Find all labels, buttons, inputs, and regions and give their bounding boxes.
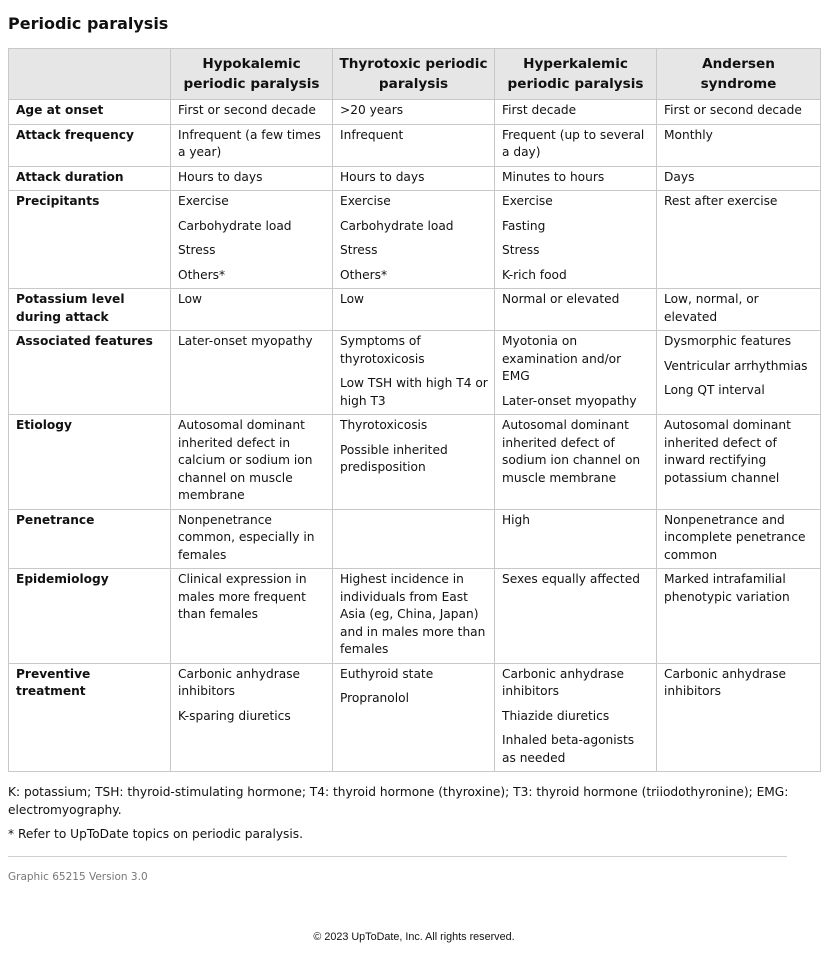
table-cell [171, 415, 333, 510]
table-cell [657, 191, 821, 289]
cell-text: Low [340, 292, 364, 306]
cell-text: Exercise [502, 194, 553, 208]
table-cell [171, 191, 333, 289]
table-cell [171, 331, 333, 415]
table-cell [495, 663, 657, 772]
table-cell [657, 166, 821, 191]
column-header [9, 49, 171, 100]
cell-text: Autosomal dominant inherited defect of sodium ion channel on muscle membrane [502, 418, 641, 485]
table-cell [495, 124, 657, 166]
cell-text: Monthly [664, 127, 713, 142]
table-cell [657, 569, 821, 664]
cell-text: Rest after exercise [664, 194, 778, 208]
cell-text: Others* [340, 267, 388, 282]
cell-text: Highest incidence in individuals from East Asia (eg, China, Japan) and in males more than females [340, 572, 486, 656]
cell-text: Dysmorphic features [664, 334, 792, 348]
table-row [9, 100, 821, 125]
cell-text: First decade [502, 103, 577, 117]
column-header: Thyrotoxic periodic paralysis [333, 49, 495, 100]
table-cell [171, 100, 333, 125]
cell-text: Carbonic anhydrase inhibitors [178, 666, 301, 698]
cell-text: K-sparing diuretics [178, 708, 291, 723]
table-cell [333, 191, 495, 289]
table-cell [171, 124, 333, 166]
cell-text: Low [178, 292, 202, 306]
cell-text: Low, normal, or elevated [664, 292, 759, 324]
table-row [9, 663, 821, 772]
table-cell [171, 509, 333, 569]
table-cell [171, 166, 333, 191]
cell-text: First or second decade [178, 103, 316, 117]
cell-text: Carbohydrate load [178, 218, 292, 233]
copyright: © 2023 UpToDate, Inc. All rights reserved. [313, 931, 515, 943]
row-label: Age at onset [9, 100, 171, 125]
cell-text: Autosomal dominant inherited defect in calcium or sodium ion channel on muscle membrane [178, 418, 313, 502]
cell-text: Carbohydrate load [340, 218, 454, 233]
cell-text: Frequent (up to several a day) [502, 127, 645, 159]
table-row [9, 569, 821, 664]
table-row [9, 415, 821, 510]
cell-text: Exercise [340, 194, 391, 208]
table-cell [333, 509, 495, 569]
cell-text: Low TSH with high T4 or high T3 [340, 376, 488, 408]
page-title: Periodic paralysis [8, 14, 169, 33]
cell-text: Normal or elevated [502, 292, 620, 306]
table-header-row [9, 49, 821, 100]
cell-text: Others* [178, 267, 226, 282]
table-row [9, 289, 821, 331]
cell-text: Nonpenetrance and incomplete penetrance common [664, 512, 806, 562]
cell-text: Propranolol [340, 691, 409, 705]
table-cell [333, 289, 495, 331]
divider [8, 856, 787, 857]
cell-text: Later-onset myopathy [178, 334, 313, 348]
table-row [9, 331, 821, 415]
table-row [9, 124, 821, 166]
row-label: Preventive treatment [9, 663, 171, 772]
table-cell [495, 415, 657, 510]
footnote-refer: * Refer to UpToDate topics on periodic paralysis. [8, 827, 304, 841]
column-header: Andersen syndrome [657, 49, 821, 100]
cell-text: Long QT interval [664, 383, 765, 397]
periodic-paralysis-table [8, 48, 821, 772]
cell-text: Hours to days [178, 169, 263, 184]
cell-text: Days [664, 169, 695, 184]
table-cell [495, 166, 657, 191]
cell-text: Sexes equally affected [502, 572, 640, 586]
row-label: Associated features [9, 331, 171, 415]
cell-text: K-rich food [502, 267, 567, 282]
cell-text: Ventricular arrhythmias [664, 358, 808, 373]
table-cell [657, 289, 821, 331]
table-cell [333, 569, 495, 664]
cell-text: Inhaled beta-agonists as needed [502, 733, 635, 765]
cell-text: Stress [502, 243, 540, 257]
cell-text: Exercise [178, 194, 229, 208]
table-cell [171, 663, 333, 772]
table-body [9, 100, 821, 772]
cell-text: Marked intrafamilial phenotypic variation [664, 572, 790, 604]
cell-text: Autosomal dominant inherited defect of inward rectifying potassium channel [664, 418, 791, 485]
table-cell [171, 289, 333, 331]
cell-text: Thyrotoxicosis [340, 418, 428, 432]
row-label: Penetrance [9, 509, 171, 569]
cell-text: Possible inherited predisposition [340, 442, 448, 474]
table-cell [333, 331, 495, 415]
table-cell [657, 331, 821, 415]
table-cell [657, 663, 821, 772]
cell-text: Stress [178, 243, 216, 257]
graphic-id: Graphic 65215 Version 3.0 [8, 871, 148, 883]
table-cell [657, 124, 821, 166]
cell-text: Euthyroid state [340, 666, 434, 681]
cell-text: >20 years [340, 103, 404, 117]
row-label: Etiology [9, 415, 171, 510]
row-label: Potassium level during attack [9, 289, 171, 331]
row-label: Attack frequency [9, 124, 171, 166]
column-header: Hyperkalemic periodic paralysis [495, 49, 657, 100]
table-cell [333, 415, 495, 510]
cell-text: Minutes to hours [502, 169, 605, 184]
table-cell [657, 509, 821, 569]
cell-text: High [502, 512, 531, 527]
cell-text: Nonpenetrance common, especially in females [178, 512, 315, 562]
table-row [9, 509, 821, 569]
table-cell [495, 331, 657, 415]
cell-text: Later-onset myopathy [502, 393, 637, 408]
cell-text: Infrequent (a few times a year) [178, 127, 321, 159]
column-header: Hypokalemic periodic paralysis [171, 49, 333, 100]
table-cell [333, 663, 495, 772]
row-label: Epidemiology [9, 569, 171, 664]
table-cell [333, 124, 495, 166]
cell-text: Carbonic anhydrase inhibitors [502, 666, 625, 698]
row-label: Attack duration [9, 166, 171, 191]
table-row [9, 191, 821, 289]
cell-text: Carbonic anhydrase inhibitors [664, 666, 787, 698]
table-cell [495, 100, 657, 125]
cell-text: Symptoms of thyrotoxicosis [340, 334, 425, 366]
table-cell [171, 569, 333, 664]
footnote-abbreviations: K: potassium; TSH: thyroid-stimulating hormone; T4: thyroid hormone (thyroxine); T3: thyroid hormone (triiodothyronine); EMG: electromyography. [8, 785, 789, 817]
table-cell [495, 509, 657, 569]
cell-text: Hours to days [340, 169, 425, 184]
cell-text: Stress [340, 243, 378, 257]
table-cell [495, 569, 657, 664]
cell-text: First or second decade [664, 103, 802, 117]
table-row [9, 166, 821, 191]
table-cell [333, 100, 495, 125]
cell-text: Fasting [502, 218, 546, 233]
table-cell [657, 415, 821, 510]
cell-text: Infrequent [340, 127, 404, 142]
table-cell [333, 166, 495, 191]
row-label: Precipitants [9, 191, 171, 289]
cell-text: Clinical expression in males more frequent than females [178, 572, 307, 621]
cell-text: Thiazide diuretics [502, 708, 610, 723]
table-cell [495, 289, 657, 331]
table-cell [495, 191, 657, 289]
table-cell [657, 100, 821, 125]
cell-text: Myotonia on examination and/or EMG [502, 334, 622, 383]
